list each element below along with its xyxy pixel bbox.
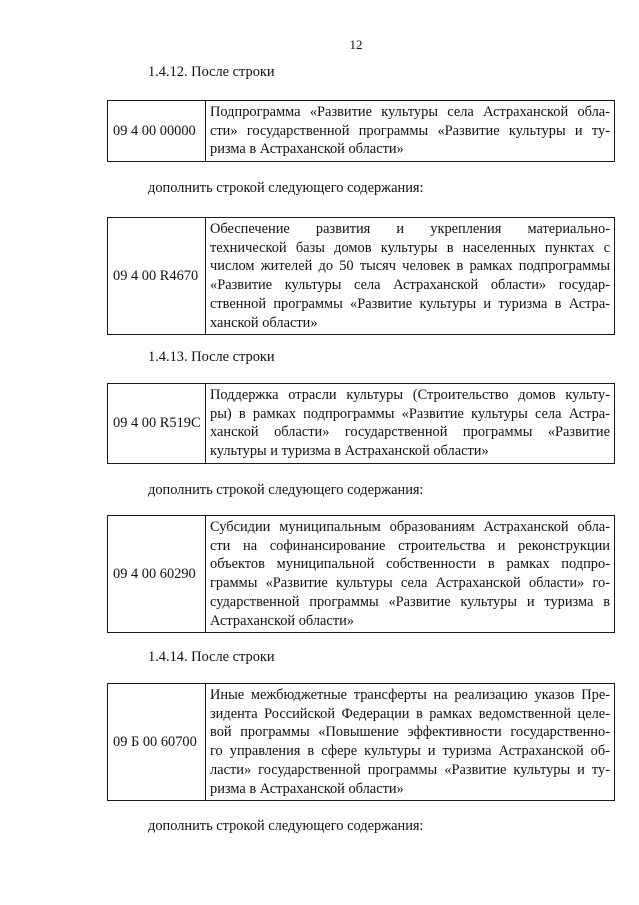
description-cell xyxy=(206,516,614,632)
text-line: ственной программы «Развитие культуры и туризма в Астра- xyxy=(210,295,610,312)
instruction-text: дополнить строкой следующего содержания: xyxy=(148,482,424,498)
text-line: го управления в сфере культуры и туризма Астраханской об- xyxy=(210,743,610,760)
section-heading: 1.4.14. После строки xyxy=(148,649,275,665)
section-heading: 1.4.12. После строки xyxy=(148,64,275,80)
table-row xyxy=(107,383,615,464)
text-line: ханской области» xyxy=(210,314,318,331)
code-cell: 09 4 00 00000 xyxy=(108,101,206,161)
instruction-text: дополнить строкой следующего содержания: xyxy=(148,180,424,196)
text-line: «Развитие культуры села Астраханской области» государ- xyxy=(210,277,610,294)
text-line: объектов муниципальной собственности в рамках подпро- xyxy=(210,556,610,573)
text-line: культуры и туризма в Астраханской области» xyxy=(210,443,489,460)
text-line: вой программы «Повышение эффективности государственно- xyxy=(210,724,610,741)
text-line: Иные межбюджетные трансферты на реализацию указов Пре- xyxy=(210,687,610,703)
text-line: ризма в Астраханской области» xyxy=(210,780,404,797)
code-cell: 09 4 00 R519C xyxy=(108,384,206,463)
page-number: 12 xyxy=(349,37,363,52)
text-line: Обеспечение развития и укрепления материально- xyxy=(210,221,610,237)
table-row xyxy=(107,100,615,162)
code-cell: 09 Б 00 60700 xyxy=(108,684,206,800)
table-row xyxy=(107,515,615,633)
text-line: зидента Российской Федерации в рамках ведомственной целе- xyxy=(210,705,610,722)
table-row xyxy=(107,683,615,801)
instruction-text: дополнить строкой следующего содержания: xyxy=(148,818,424,834)
section-heading: 1.4.13. После строки xyxy=(148,349,275,365)
text-line: Субсидии муниципальным образованиям Астраханской обла- xyxy=(210,519,610,535)
description-cell xyxy=(206,384,614,463)
text-line: сти на софинансирование строительства и реконструкции xyxy=(210,537,610,554)
description-cell xyxy=(206,101,614,161)
text-line: технической базы домов культуры в населенных пунктах с xyxy=(210,239,610,256)
table-row xyxy=(107,217,615,335)
text-line: ризма в Астраханской области» xyxy=(210,141,404,158)
text-line: ласти» государственной программы «Развитие культуры и ту- xyxy=(210,761,610,778)
description-cell xyxy=(206,218,614,334)
text-line: сударственной программы «Развитие культуры и туризма в xyxy=(210,593,610,610)
text-line: сти» государственной программы «Развитие культуры и ту- xyxy=(210,122,610,139)
description-cell xyxy=(206,684,614,800)
text-line: Астраханской области» xyxy=(210,612,355,629)
code-cell: 09 4 00 60290 xyxy=(108,516,206,632)
text-line: Подпрограмма «Развитие культуры села Астраханской обла- xyxy=(210,104,610,120)
text-line: граммы «Развитие культуры села Астраханской области» го- xyxy=(210,575,610,592)
text-line: ры) в рамках подпрограммы «Развитие культуры села Астра- xyxy=(210,405,610,422)
text-line: числом жителей до 50 тысяч человек в рамках подпрограммы xyxy=(210,258,610,275)
code-cell: 09 4 00 R4670 xyxy=(108,218,206,334)
text-line: ханской области» государственной программы «Развитие xyxy=(210,424,610,441)
text-line: Поддержка отрасли культуры (Строительство домов культу- xyxy=(210,387,610,403)
